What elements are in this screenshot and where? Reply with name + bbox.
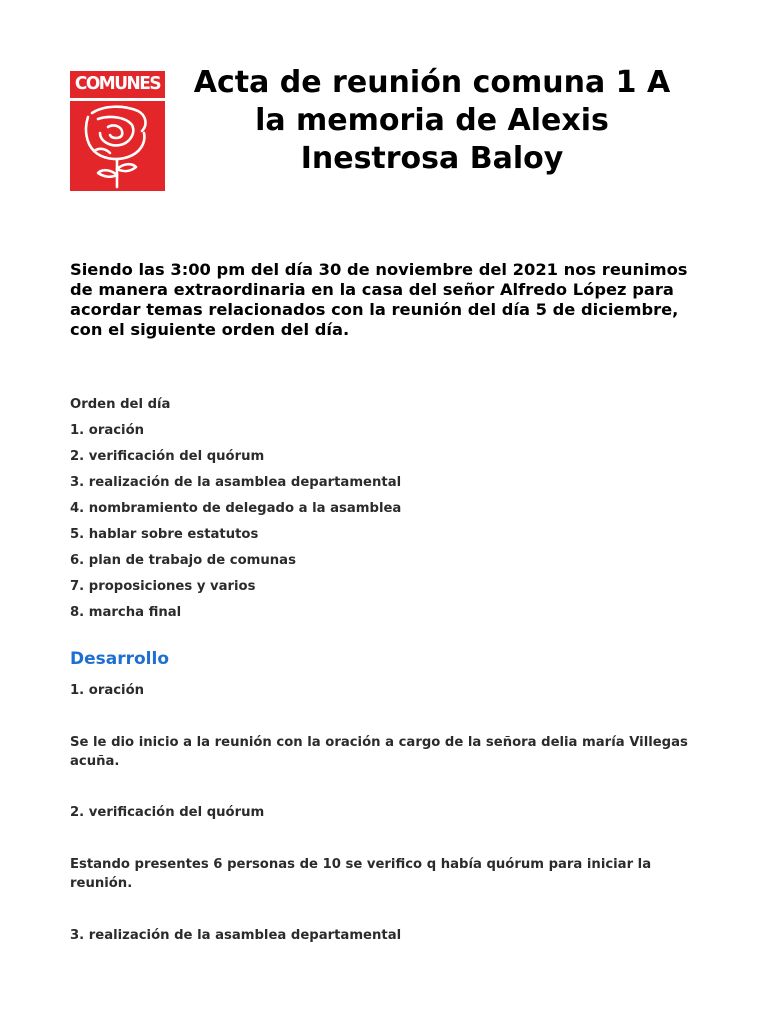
intro-paragraph: Siendo las 3:00 pm del día 30 de noviembre del 2021 nos reunimos de manera extraordinaria en la casa del señor Alfredo López para acordar temas relacionados con la reunión del día 5 de diciembre, con el siguiente orden del día.	[70, 260, 688, 339]
rose-icon	[80, 103, 155, 189]
agenda-item: 1. oración	[70, 423, 145, 438]
dev-item-3-title: 3. realización de la asamblea departamental	[70, 928, 402, 943]
agenda-item: 4. nombramiento de delegado a la asamblea	[70, 501, 402, 516]
dev-item-2-text: Estando presentes 6 personas de 10 se verifico q había quórum para iniciar la reunión.	[70, 857, 652, 891]
agenda-item: 7. proposiciones y varios	[70, 579, 256, 594]
logo-divider	[70, 98, 165, 101]
agenda-item: 8. marcha final	[70, 605, 182, 620]
agenda-list	[70, 422, 401, 630]
logo-text: COMUNES	[74, 73, 161, 95]
page-title: Acta de reunión comuna 1 A la memoria de Alexis Inestrosa Baloy	[193, 65, 671, 176]
comunes-logo	[70, 71, 165, 191]
agenda-item: 2. verificación del quórum	[70, 449, 265, 464]
dev-item-2-title: 2. verificación del quórum	[70, 805, 265, 820]
agenda-heading: Orden del día	[70, 397, 171, 412]
agenda-item: 5. hablar sobre estatutos	[70, 527, 259, 542]
agenda-item: 6. plan de trabajo de comunas	[70, 553, 296, 568]
development-heading: Desarrollo	[70, 649, 170, 669]
dev-item-1-title: 1. oración	[70, 683, 145, 698]
dev-item-1-text: Se le dio inicio a la reunión con la oración a cargo de la señora delia maría Villegas acuña.	[70, 735, 688, 769]
agenda-item: 3. realización de la asamblea departamental	[70, 475, 402, 490]
